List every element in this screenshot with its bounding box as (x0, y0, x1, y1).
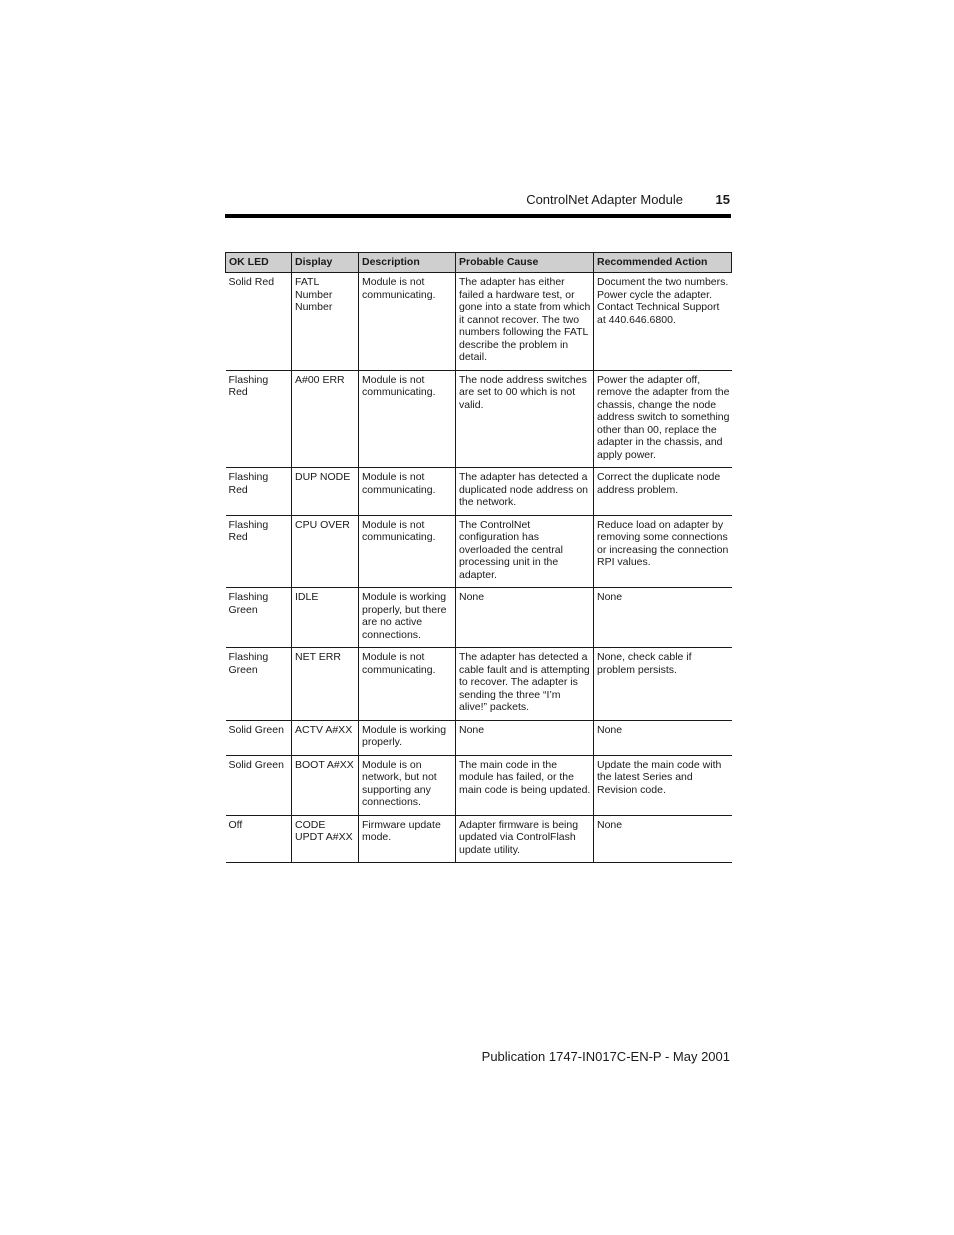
table-header-row (226, 253, 732, 273)
cell-description: Module is working properly, but there are no active connections. (359, 588, 456, 648)
cell-probable-cause: The main code in the module has failed, or the main code is being updated. (456, 755, 594, 815)
column-header-description: Description (359, 253, 456, 273)
cell-display: DUP NODE (292, 468, 359, 516)
cell-ok-led: Solid Red (226, 273, 292, 371)
cell-recommended-action: None (594, 815, 732, 863)
page-number: 15 (715, 192, 730, 207)
cell-ok-led: Flashing Red (226, 370, 292, 468)
cell-description: Module is not communicating. (359, 468, 456, 516)
cell-probable-cause: The node address switches are set to 00 which is not valid. (456, 370, 594, 468)
cell-probable-cause: Adapter firmware is being updated via ControlFlash update utility. (456, 815, 594, 863)
table-row (226, 468, 732, 516)
cell-display: NET ERR (292, 648, 359, 721)
cell-probable-cause: The adapter has detected a cable fault and is attempting to recover. The adapter is sending the three “I’m alive!” packets. (456, 648, 594, 721)
cell-ok-led: Off (226, 815, 292, 863)
table-row (226, 815, 732, 863)
cell-recommended-action: None (594, 720, 732, 755)
cell-ok-led: Solid Green (226, 755, 292, 815)
column-header-recommended-action: Recommended Action (594, 253, 732, 273)
cell-recommended-action: None, check cable if problem persists. (594, 648, 732, 721)
cell-display: IDLE (292, 588, 359, 648)
cell-description: Module is on network, but not supporting any connections. (359, 755, 456, 815)
cell-description: Module is not communicating. (359, 648, 456, 721)
cell-recommended-action: Power the adapter off, remove the adapter from the chassis, change the node address switch to something other than 00, replace the adapter in the chassis, and apply power. (594, 370, 732, 468)
cell-description: Module is working properly. (359, 720, 456, 755)
cell-display: CPU OVER (292, 515, 359, 588)
cell-recommended-action: Correct the duplicate node address problem. (594, 468, 732, 516)
table-row (226, 755, 732, 815)
cell-display: BOOT A#XX (292, 755, 359, 815)
cell-recommended-action: Document the two numbers. Power cycle the adapter. Contact Technical Support at 440.646.6800. (594, 273, 732, 371)
cell-probable-cause: The adapter has either failed a hardware test, or gone into a state from which it cannot recover. The two numbers following the FATL describe the problem in detail. (456, 273, 594, 371)
table-row (226, 588, 732, 648)
table-row (226, 515, 732, 588)
column-header-probable-cause: Probable Cause (456, 253, 594, 273)
cell-description: Module is not communicating. (359, 273, 456, 371)
cell-display: CODE UPDT A#XX (292, 815, 359, 863)
cell-ok-led: Solid Green (226, 720, 292, 755)
cell-display: FATL Number Number (292, 273, 359, 371)
table-row (226, 370, 732, 468)
table-row (226, 720, 732, 755)
cell-ok-led: Flashing Green (226, 648, 292, 721)
cell-ok-led: Flashing Red (226, 515, 292, 588)
running-header-title: ControlNet Adapter Module (526, 192, 683, 207)
troubleshooting-table (225, 252, 732, 863)
cell-display: ACTV A#XX (292, 720, 359, 755)
cell-ok-led: Flashing Green (226, 588, 292, 648)
cell-probable-cause: The adapter has detected a duplicated node address on the network. (456, 468, 594, 516)
cell-recommended-action: Reduce load on adapter by removing some connections or increasing the connection RPI values. (594, 515, 732, 588)
cell-probable-cause: The ControlNet configuration has overloaded the central processing unit in the adapter. (456, 515, 594, 588)
cell-recommended-action: None (594, 588, 732, 648)
cell-probable-cause: None (456, 588, 594, 648)
cell-description: Module is not communicating. (359, 515, 456, 588)
table-row (226, 273, 732, 371)
table-row (226, 648, 732, 721)
cell-description: Firmware update mode. (359, 815, 456, 863)
header-rule (225, 214, 731, 218)
publication-footer: Publication 1747-IN017C-EN-P - May 2001 (481, 1049, 730, 1064)
cell-description: Module is not communicating. (359, 370, 456, 468)
cell-display: A#00 ERR (292, 370, 359, 468)
cell-probable-cause: None (456, 720, 594, 755)
column-header-display: Display (292, 253, 359, 273)
cell-ok-led: Flashing Red (226, 468, 292, 516)
column-header-ok-led: OK LED (226, 253, 292, 273)
cell-recommended-action: Update the main code with the latest Series and Revision code. (594, 755, 732, 815)
